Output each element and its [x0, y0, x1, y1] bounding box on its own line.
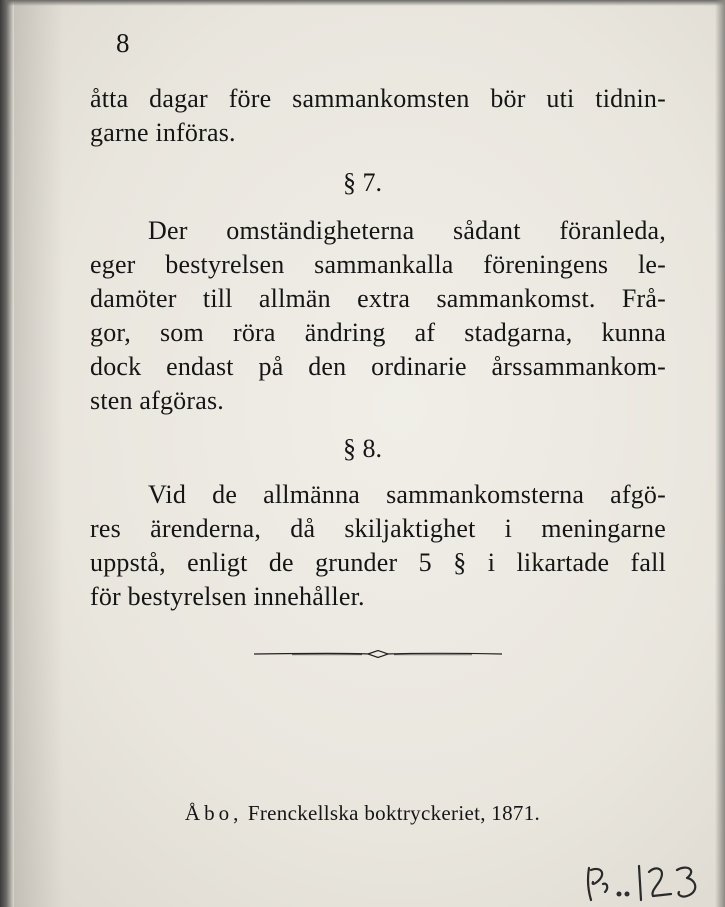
text-line: res ärenderna, då skiljaktighet i meningarne — [90, 514, 666, 543]
text-line: åtta dagar före sammankomsten bör uti tidnin- — [90, 84, 666, 113]
text-line: Der omständigheterna sådant föranleda, — [148, 216, 666, 245]
page-top-edge — [0, 0, 725, 6]
text-line: damöter till allmän extra sammankomst. Frå- — [90, 284, 666, 313]
text-line: dock endast på den ordinarie årssammankom- — [90, 352, 666, 381]
text-line: sten afgöras. — [90, 386, 224, 415]
text-line: Vid de allmänna sammankomsterna afgö- — [148, 480, 666, 509]
section-heading-7: § 7. — [343, 168, 382, 197]
paragraph-section-7 — [90, 214, 666, 418]
imprint-city: Åbo, — [184, 801, 243, 825]
paragraph-continuation — [90, 82, 666, 150]
text-line: uppstå, enligt de grunder 5 § i likartade fall — [90, 548, 666, 577]
text-line: eger bestyrelsen sammankalla föreningens le- — [90, 250, 666, 279]
text-line: garne införas. — [90, 118, 236, 147]
imprint-printer: Frenckellska boktryckeriet, 1871. — [247, 801, 541, 825]
paragraph-section-8 — [90, 478, 666, 614]
section-heading-8: § 8. — [343, 434, 382, 463]
page-number: 8 — [116, 28, 130, 58]
ornamental-rule-divider — [252, 648, 504, 660]
printer-imprint — [0, 800, 725, 826]
handwritten-shelf-mark — [583, 860, 713, 904]
text-line: för bestyrelsen innehåller. — [90, 582, 365, 611]
text-line: gor, som röra ändring af stadgarna, kunna — [90, 318, 666, 347]
